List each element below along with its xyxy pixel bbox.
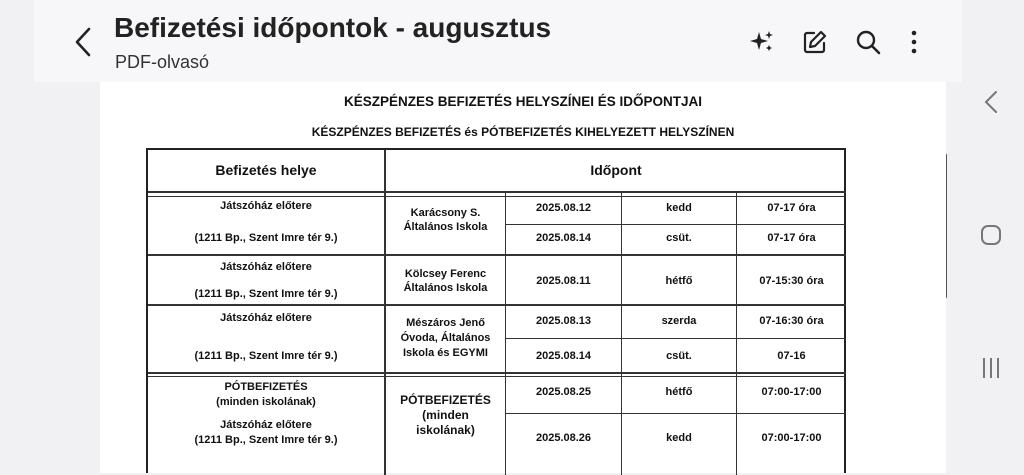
date-cell: 2025.08.11 [536,275,591,287]
schedule-table [146,148,846,473]
date-cell: 2025.08.14 [535,350,592,362]
place-address: (1211 Bp., Szent Imre tér 9.) [194,434,338,446]
edit-icon[interactable] [801,28,829,56]
school-name: (minden [422,408,469,422]
day-cell: kedd [666,432,692,444]
doc-heading: KÉSZPÉNZES BEFIZETÉS HELYSZÍNEI ÉS IDŐPONTJAI [343,94,703,109]
nav-home-icon[interactable] [970,220,1012,252]
app-subtitle: PDF-olvasó [115,52,210,72]
date-cell: 2025.08.12 [535,202,592,214]
back-icon[interactable] [72,26,94,58]
date-cell: 2025.08.25 [535,386,592,398]
hours-cell: 07-15:30 óra [759,275,824,287]
hours-cell: 07-16:30 óra [759,315,824,327]
place-name: Játszóház előtere [220,200,312,212]
day-cell: hétfő [665,386,693,398]
date-cell: 2025.08.14 [535,232,592,244]
doc-subheading: KÉSZPÉNZES BEFIZETÉS és PÓTBEFIZETÉS KIHELYEZETT HELYSZÍNEN [311,125,735,139]
sparkle-icon[interactable] [748,28,776,56]
search-icon[interactable] [854,28,882,56]
date-cell: 2025.08.13 [535,315,592,327]
hours-cell: 07-17 óra [767,232,816,244]
page-title: Befizetési időpontok - augusztus [114,12,552,43]
school-name: PÓTBEFIZETÉS [400,393,491,407]
place-address: (1211 Bp., Szent Imre tér 9.) [194,288,338,300]
hours-cell: 07-17 óra [767,202,816,214]
hours-cell: 07:00-17:00 [761,386,822,398]
school-name: Általános Iskola [403,282,488,294]
day-cell: szerda [661,315,697,327]
nav-back-icon[interactable] [970,86,1012,118]
place-note: (minden iskolának) [216,396,316,408]
school-name: Óvoda, Általános [400,332,491,344]
school-name: iskolának) [416,423,475,437]
place-name: Játszóház előtere [220,312,312,324]
hours-cell: 07:00-17:00 [761,432,822,444]
school-name: Iskola és EGYMI [403,347,488,359]
day-cell: kedd [666,202,692,214]
pdf-page [100,82,946,473]
school-name: Mészáros Jenő [406,317,485,329]
more-icon[interactable] [900,28,928,56]
nav-recents-icon[interactable] [970,352,1012,384]
school-name: Általános Iskola [403,221,488,233]
place-name: Játszóház előtere [220,261,312,273]
school-name: Karácsony S. [410,207,481,219]
col-header-time: Időpont [590,162,642,178]
hours-cell: 07-16 [777,350,806,362]
col-header-place: Befizetés helye [215,162,317,178]
school-name: Kölcsey Ferenc [404,268,487,280]
day-cell: csüt. [666,350,692,362]
day-cell: csüt. [666,232,692,244]
day-cell: hétfő [665,275,693,287]
place-name: Játszóház előtere [220,419,312,431]
place-address: (1211 Bp., Szent Imre tér 9.) [194,350,338,362]
place-address: (1211 Bp., Szent Imre tér 9.) [194,232,338,244]
date-cell: 2025.08.26 [535,432,592,444]
place-name: PÓTBEFIZETÉS [224,381,308,393]
